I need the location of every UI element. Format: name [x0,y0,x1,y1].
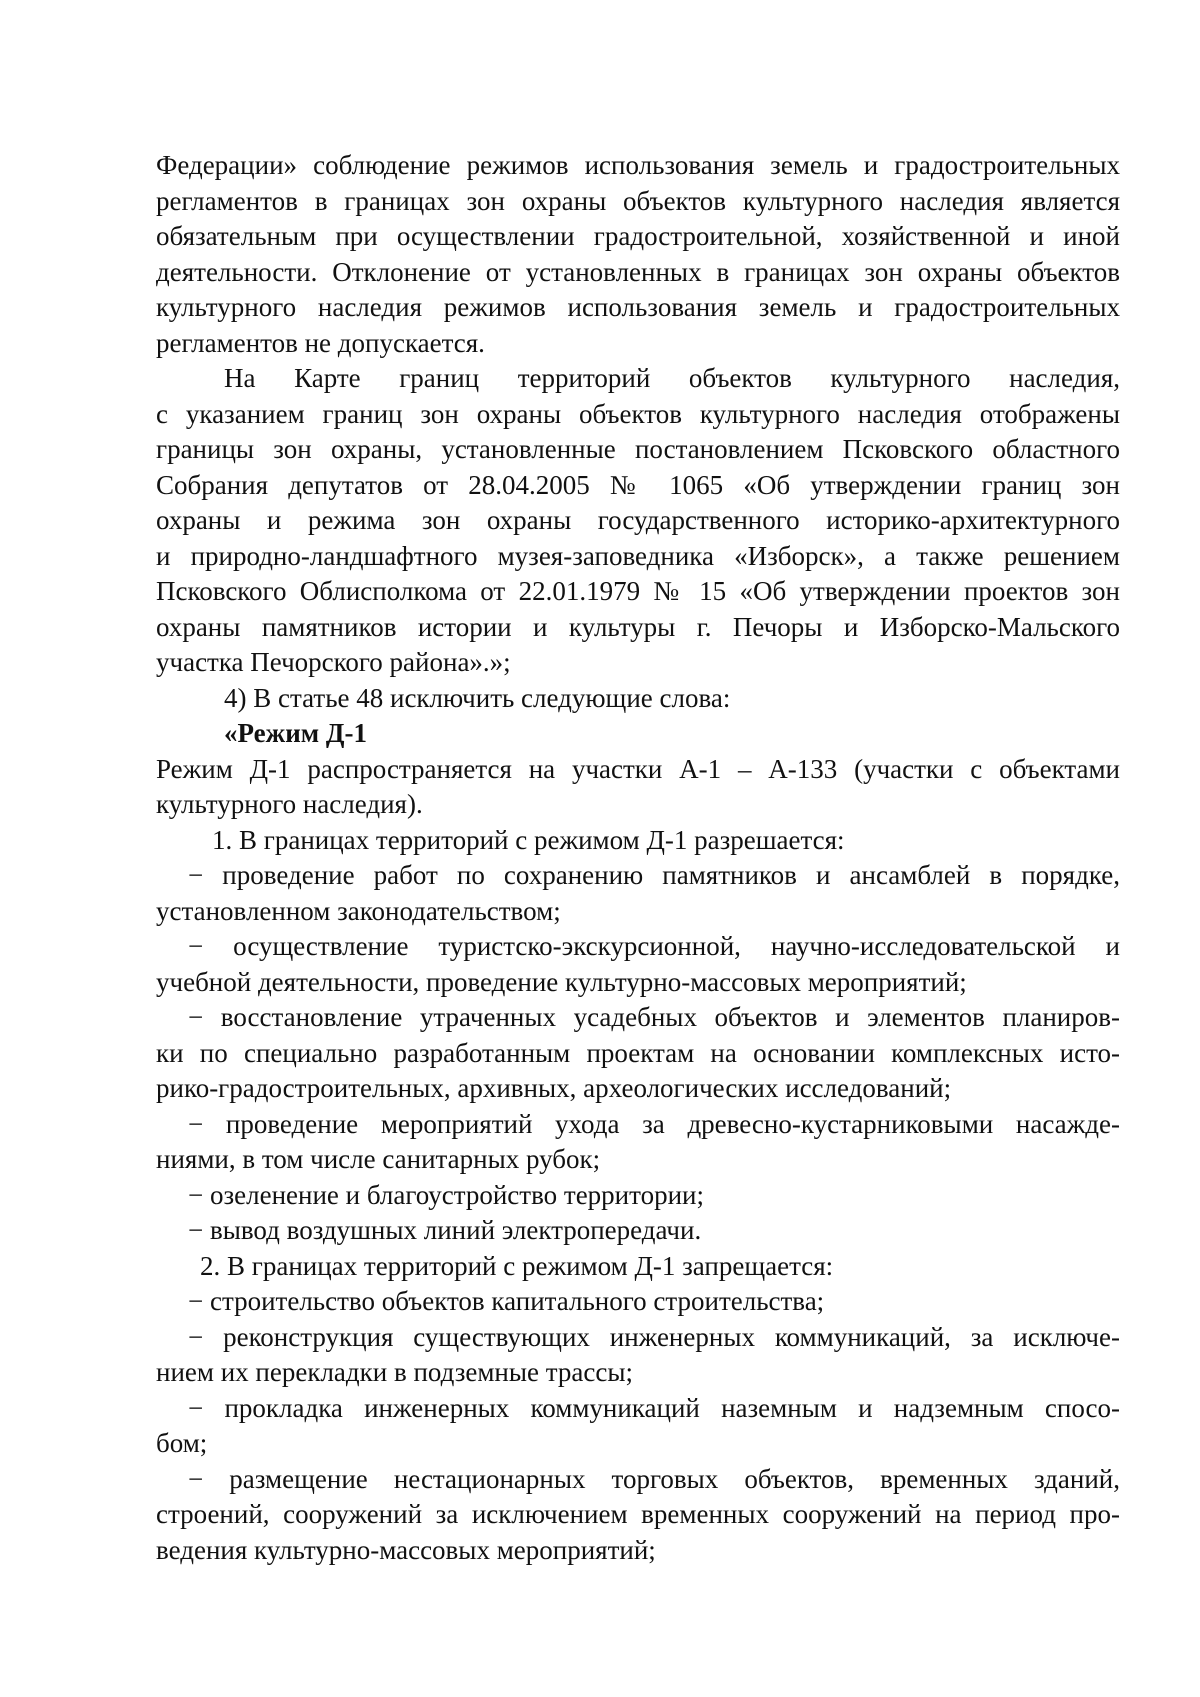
list-item: − реконструкция существующих инженерных коммуникаций, за исключе- [188,1321,1120,1352]
text-line: бом; [156,1428,208,1458]
list-heading: 2. В границах территорий с режимом Д-1 запрещается: [200,1250,834,1281]
list-item: − проведение работ по сохранению памятников и ансамблей в порядке, [188,860,1120,890]
list-item: − строительство объектов капитального строительства; [188,1286,825,1316]
text-line: ниями, в том числе санитарных рубок; [156,1144,601,1174]
text-line: Режим Д-1 распространяется на участки А-1 – А-133 (участки с объектами [156,753,1120,784]
text-line: Собрания депутатов от 28.04.2005 № 1065 «Об утверждении границ зон [156,469,1120,500]
text-line: обязательным при осуществлении градостроительной, хозяйственной и иной [156,221,1120,251]
text-line: ведения культурно-массовых мероприятий; [156,1534,656,1565]
list-item: − восстановление утраченных усадебных объектов и элементов планиров- [188,1002,1120,1032]
text-line: строений, сооружений за исключением временных сооружений на период про- [156,1499,1120,1529]
section-heading: «Режим Д-1 [224,718,367,748]
text-line: с указанием границ зон охраны объектов культурного наследия отображены [156,398,1120,429]
list-item: − вывод воздушных линий электропередачи. [188,1215,702,1245]
text-line: культурного наследия режимов использования земель и градостроительных [156,292,1120,322]
list-heading: 1. В границах территорий с режимом Д-1 разрешается: [212,824,845,855]
text-line: Псковского Облисполкома от 22.01.1979 № 15 «Об утверждении проектов зон [156,576,1120,606]
text-line: участка Печорского района».»; [156,647,511,677]
text-line: учебной деятельности, проведение культурно-массовых мероприятий; [156,966,967,997]
list-item: − прокладка инженерных коммуникаций наземным и надземным спосо- [188,1392,1120,1423]
text-line: охраны памятников истории и культуры г. Печоры и Изборско-Мальского [156,611,1120,642]
text-line: границы зон охраны, установленные постановлением Псковского областного [156,434,1120,464]
text-line: На Карте границ территорий объектов культурного наследия, [224,363,1120,393]
text-line: деятельности. Отклонение от установленных в границах зон охраны объектов [156,256,1120,287]
text-line: ки по специально разработанным проектам на основании комплексных исто- [156,1037,1120,1068]
list-item: − размещение нестационарных торговых объектов, временных зданий, [188,1463,1120,1494]
text-line: 4) В статье 48 исключить следующие слова: [224,682,731,713]
text-line: регламентов не допускается. [156,327,485,358]
list-item: − осуществление туристско-экскурсионной, научно-исследовательской и [188,931,1120,961]
list-item: − озеленение и благоустройство территории; [188,1179,704,1210]
list-item: − проведение мероприятий ухода за древесно-кустарниковыми насажде- [188,1108,1120,1139]
text-line: регламентов в границах зон охраны объектов культурного наследия является [156,185,1120,216]
text-line: и природно-ландшафтного музея-заповедника «Изборск», а также решением [156,540,1120,571]
text-line: Федерации» соблюдение режимов использования земель и градостроительных [156,150,1120,180]
text-line: охраны и режима зон охраны государственного историко-архитектурного [156,505,1120,535]
text-line: нием их перекладки в подземные трассы; [156,1357,633,1387]
text-line: культурного наследия). [156,789,423,819]
text-line: рико-градостроительных, архивных, археологических исследований; [156,1073,952,1103]
text-line: установленном законодательством; [156,895,561,926]
